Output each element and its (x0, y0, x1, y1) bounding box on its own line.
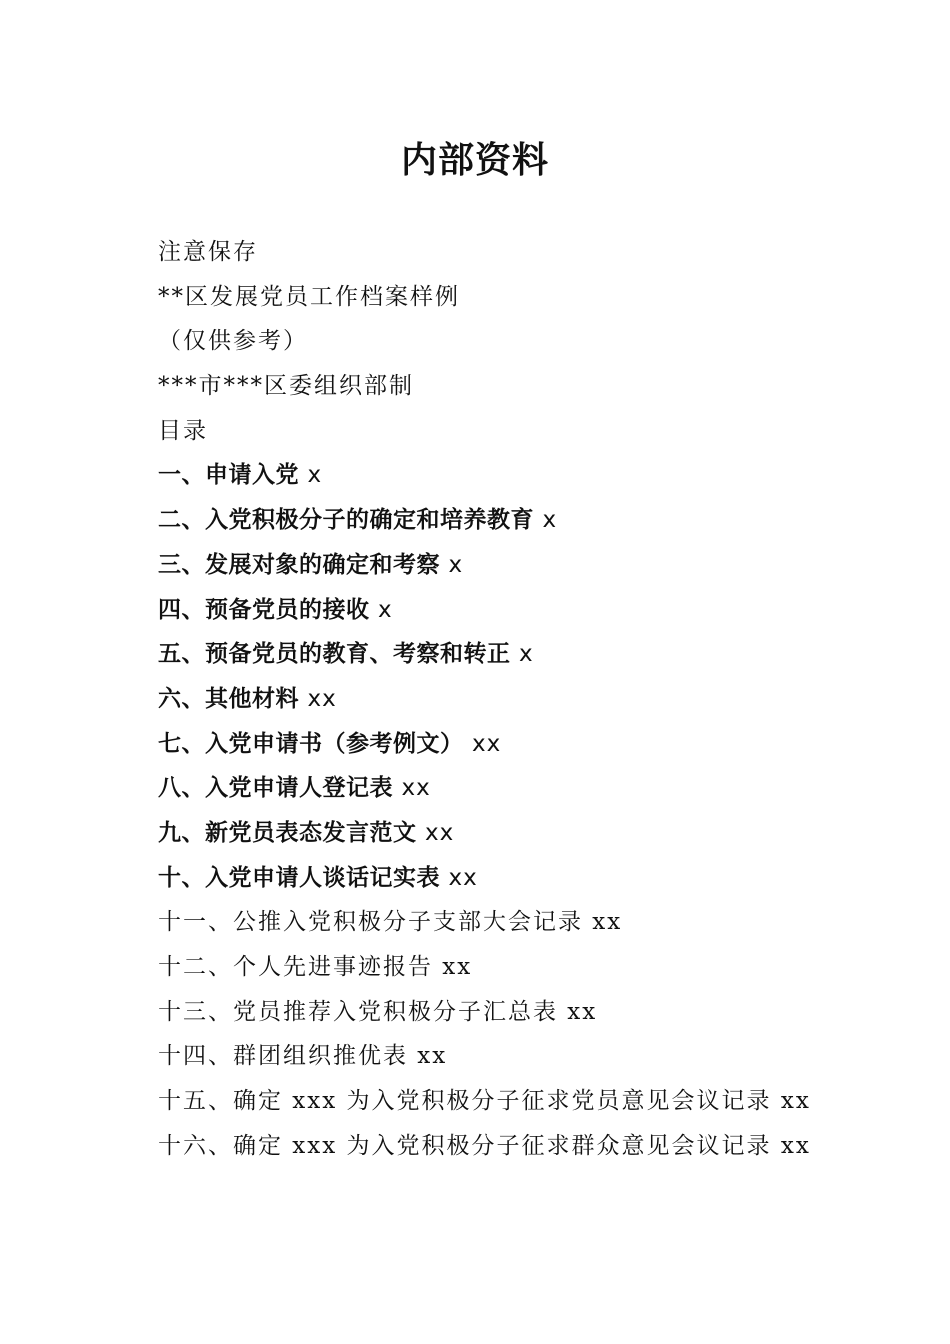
toc-item-text: 六、其他材料 (158, 685, 299, 712)
toc-item (158, 543, 918, 588)
toc-item-text: 九、新党员表态发言范文 (158, 819, 417, 846)
toc-item (158, 632, 918, 677)
toc-item-text: 五、预备党员的教育、考察和转正 (158, 641, 511, 668)
toc-item (158, 498, 918, 543)
toc-item-page: xx (307, 685, 337, 712)
toc-item-text: 一、申请入党 (158, 462, 299, 489)
toc-item (158, 766, 918, 811)
toc-item-page: xx (425, 819, 455, 846)
toc-item (158, 722, 918, 767)
issuer-line: ***市***区委组织部制 (158, 373, 414, 400)
toc-item-page: xx (401, 775, 431, 802)
document-title: 内部资料 (400, 139, 549, 181)
toc-item-text: 四、预备党员的接收 (158, 596, 370, 623)
note-line: 注意保存 (158, 239, 258, 265)
document-body (158, 230, 918, 1168)
toc-item: 十五、确定 xxx 为入党积极分子征求党员意见会议记录 xx (158, 1088, 811, 1115)
toc-item: 十六、确定 xxx 为入党积极分子征求群众意见会议记录 xx (158, 1132, 811, 1159)
toc-item: 十一、公推入党积极分子支部大会记录 xx (158, 909, 623, 936)
reference-note: （仅供参考） (158, 328, 308, 355)
toc-item: 十三、党员推荐入党积极分子汇总表 xx (158, 998, 598, 1025)
toc-item-page: x (519, 641, 534, 668)
toc-item-page: xx (448, 864, 478, 891)
toc-item-page: xx (472, 730, 502, 757)
toc-item-page: x (378, 596, 393, 623)
toc-item (158, 856, 918, 901)
toc-item: 十二、个人先进事迹报告 xx (158, 954, 473, 980)
toc-item-text: 十、入党申请人谈话记实表 (158, 864, 440, 891)
toc-item-page: x (542, 507, 558, 534)
toc-item-text: 八、入党申请人登记表 (158, 775, 393, 802)
toc-item-text: 二、入党积极分子的确定和培养教育 (158, 507, 534, 534)
toc-item-page: x (448, 551, 464, 578)
toc-item (158, 811, 918, 856)
toc-heading: 目录 (158, 417, 208, 444)
toc-item (158, 677, 918, 722)
toc-item (158, 588, 918, 633)
toc-item (158, 453, 918, 498)
toc-item: 十四、群团组织推优表 xx (158, 1043, 448, 1070)
toc-item-text: 七、入党申请书（参考例文） (158, 730, 464, 757)
toc-item-page: x (307, 462, 323, 489)
subtitle-line: **区发展党员工作档案样例 (158, 283, 460, 310)
toc-item-text: 三、发展对象的确定和考察 (158, 551, 440, 578)
